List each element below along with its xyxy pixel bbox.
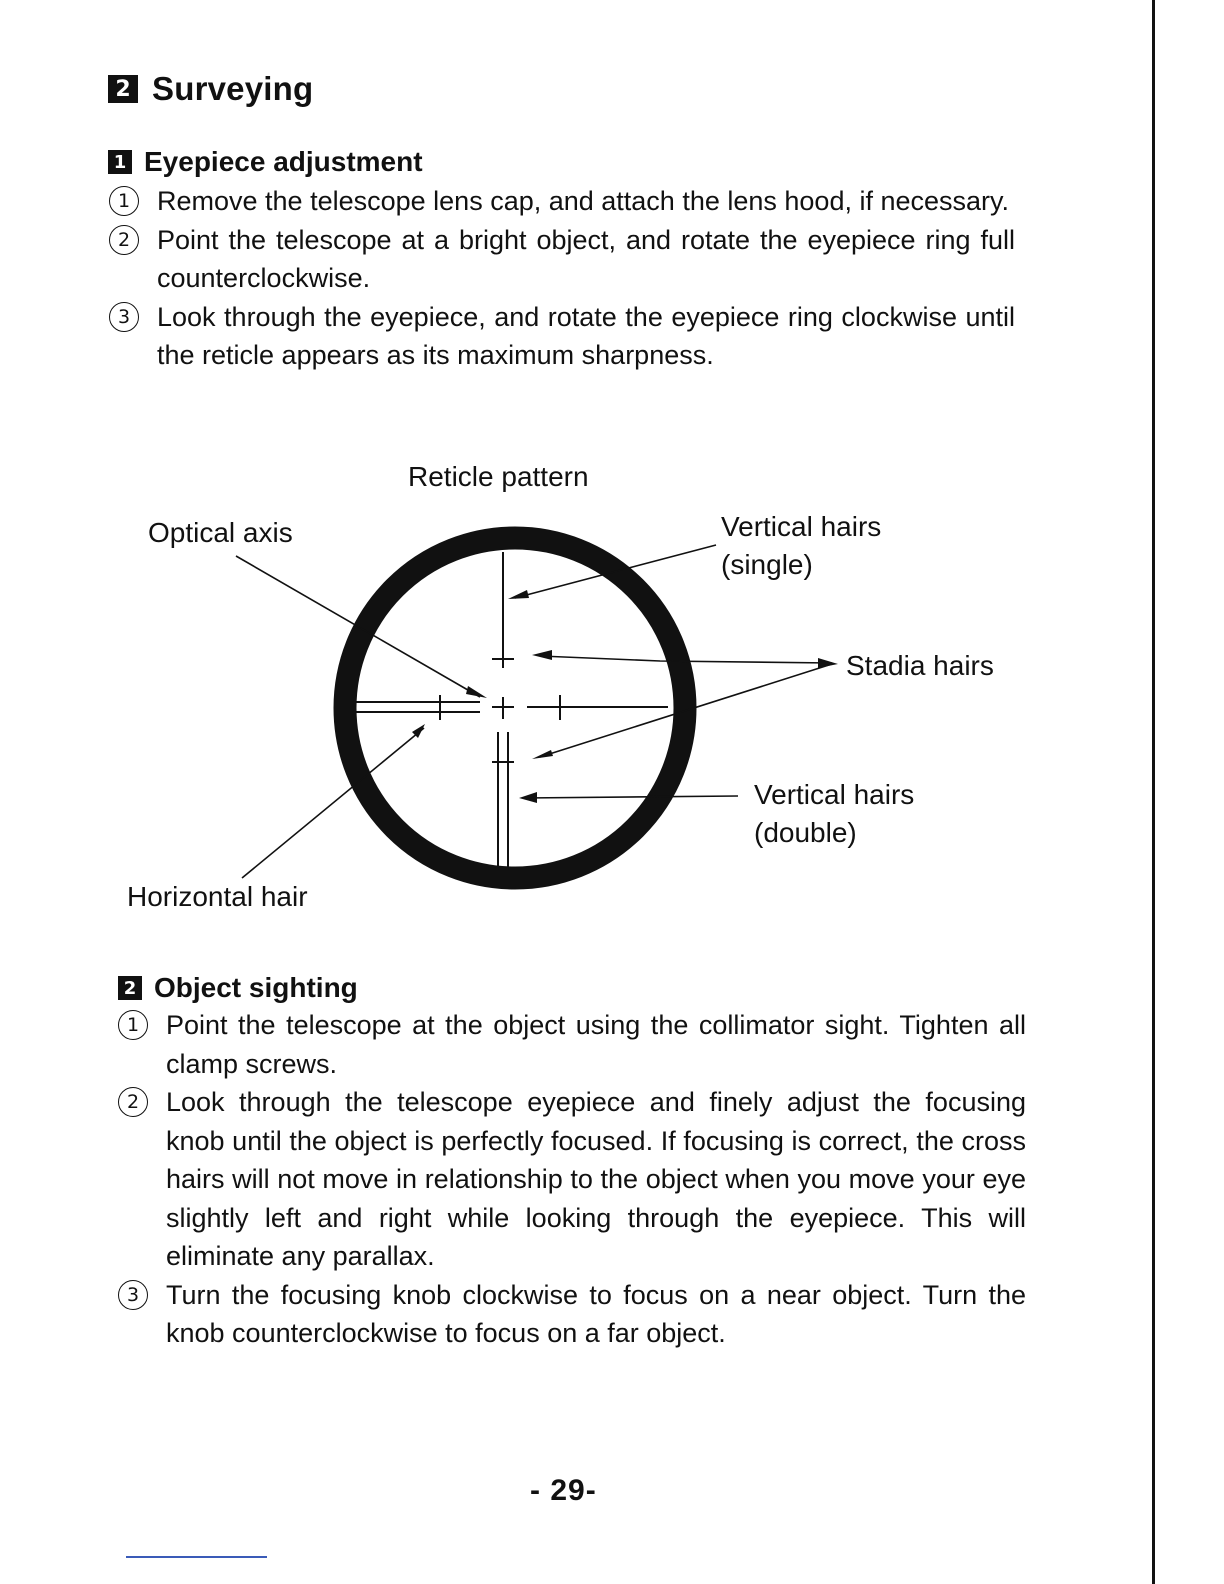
reticle-figure (0, 440, 1224, 940)
step-number: 2 (118, 1087, 148, 1117)
label-vertical-hairs-single-note: (single) (721, 549, 813, 580)
leader-vertical-single (515, 545, 716, 598)
step-text: Point the telescope at the object using the collimator sight. Tighten all clamp screws. (166, 1010, 1026, 1079)
arrowhead (519, 792, 537, 803)
subsection-title: Object sighting (154, 972, 358, 1003)
arrowhead (532, 650, 552, 660)
eyepiece-steps (117, 182, 1015, 375)
figure-title: Reticle pattern (408, 461, 589, 492)
step-text: Turn the focusing knob clockwise to focus on a near object. Turn the knob counterclockwise to focus on a far object. (166, 1279, 1026, 1348)
page-number: - 29- (530, 1474, 597, 1507)
subsection-number-badge: 2 (118, 976, 142, 1000)
section-heading (108, 70, 313, 108)
step-item (126, 1006, 1026, 1083)
step-number: 3 (118, 1280, 148, 1310)
section-number-badge: 2 (108, 75, 138, 103)
step-item (126, 1083, 1026, 1276)
step-number: 3 (109, 302, 139, 332)
eyepiece-adjustment-heading (108, 146, 423, 178)
arrowhead (508, 590, 529, 599)
object-sighting-heading (118, 972, 358, 1004)
step-item (117, 221, 1015, 298)
bottom-rule (126, 1556, 267, 1558)
section-title: Surveying (152, 70, 314, 107)
step-item (117, 298, 1015, 375)
leader-vertical-double (523, 796, 738, 798)
label-optical-axis: Optical axis (148, 517, 293, 548)
step-text: Remove the telescope lens cap, and attach the lens hood, if necessary. (157, 186, 1010, 216)
step-number: 1 (118, 1010, 148, 1040)
arrowhead (532, 750, 553, 759)
step-text: Look through the eyepiece, and rotate the eyepiece ring clockwise until the reticle appears as its maximum sharpness. (157, 301, 1015, 370)
step-number: 1 (109, 186, 139, 216)
step-item (126, 1276, 1026, 1353)
leader-horizontal-hair (242, 728, 424, 878)
sighting-steps (126, 1006, 1026, 1353)
arrowhead (466, 686, 487, 698)
label-vertical-hairs-single: Vertical hairs (721, 511, 882, 542)
step-text: Look through the telescope eyepiece and finely adjust the focusing knob until the object is perfectly focused. If focusing is correct, the cross hairs will not move in relationship to the object when you move your eye slightly left and right while looking through the eyepiece. This will eliminate any parallax. (166, 1087, 1026, 1271)
arrowhead (818, 658, 838, 668)
label-horizontal-hair: Horizontal hair (127, 881, 308, 912)
step-item (117, 182, 1015, 221)
step-number: 2 (109, 225, 139, 255)
subsection-title: Eyepiece adjustment (144, 146, 423, 177)
label-vertical-hairs-double-note: (double) (754, 817, 857, 848)
subsection-number-badge: 1 (108, 150, 132, 174)
step-text: Point the telescope at a bright object, and rotate the eyepiece ring full counterclockwise. (157, 224, 1015, 293)
label-vertical-hairs-double: Vertical hairs (754, 779, 915, 810)
label-stadia-hairs: Stadia hairs (846, 650, 994, 681)
